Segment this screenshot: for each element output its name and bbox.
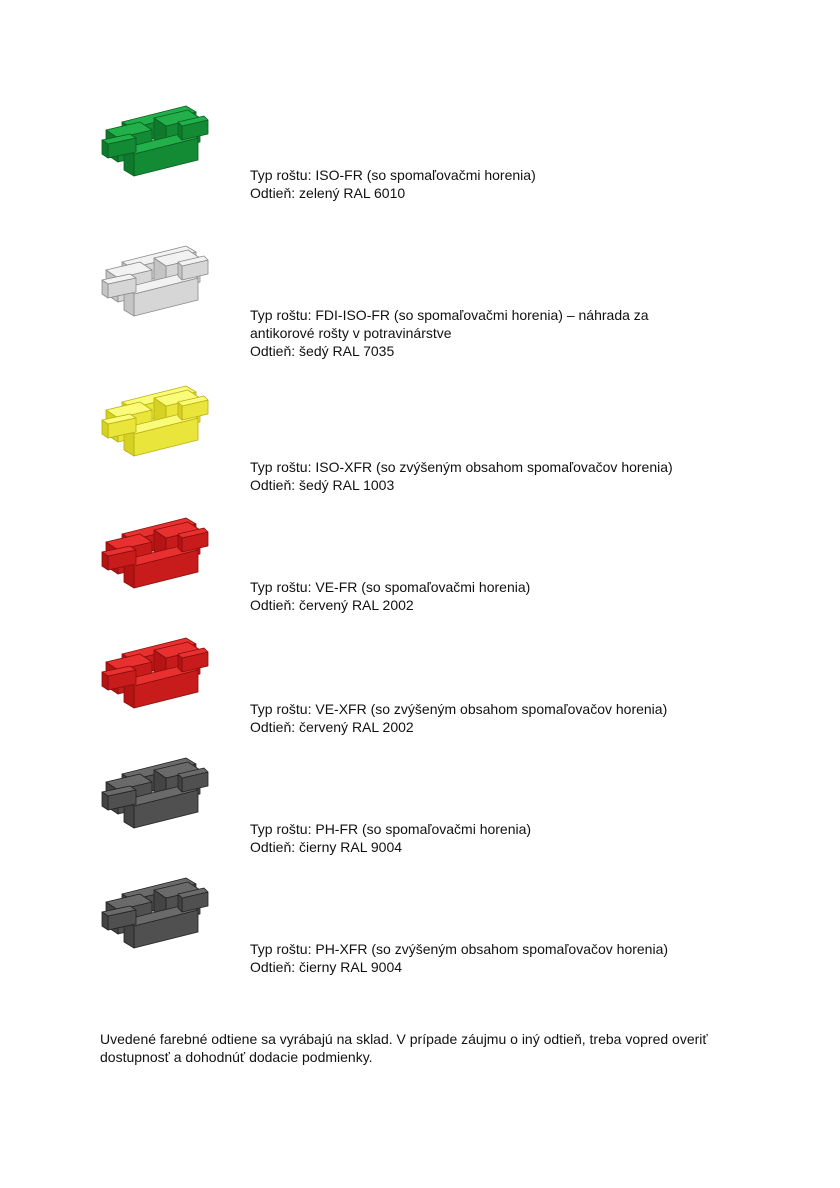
- grating-black-image: [100, 752, 210, 834]
- stock-note: Uvedené farebné odtiene sa vyrábajú na sklad. V prípade záujmu o iný odtieň, treba vopred overiť dostupnosť a dohodnúť dodacie podmienky.: [100, 1031, 708, 1065]
- grating-shade: Odtieň: čierny RAL 9004: [250, 959, 403, 975]
- grating-red-image: [100, 512, 210, 594]
- grating-type: Typ roštu: ISO-FR (so spomaľovačmi horenia): [250, 167, 536, 183]
- grating-description: [250, 306, 710, 360]
- grating-grey-image: [100, 240, 210, 322]
- grating-green-image: [100, 100, 210, 182]
- grating-description: [250, 166, 750, 202]
- grating-description: [250, 458, 750, 494]
- grating-shade: Odtieň: šedý RAL 1003: [250, 477, 395, 493]
- grating-description: [250, 578, 750, 614]
- grating-description: [250, 700, 750, 736]
- grating-red-image: [100, 632, 210, 714]
- grating-shade: Odtieň: zelený RAL 6010: [250, 185, 406, 201]
- grating-type: Typ roštu: PH-XFR (so zvýšeným obsahom spomaľovačov horenia): [250, 941, 669, 957]
- grating-description: [250, 820, 750, 856]
- grating-type: Typ roštu: PH-FR (so spomaľovačmi horenia): [250, 821, 532, 837]
- grating-shade: Odtieň: čierny RAL 9004: [250, 839, 403, 855]
- grating-type: Typ roštu: VE-FR (so spomaľovačmi horenia): [250, 579, 531, 595]
- grating-shade: Odtieň: červený RAL 2002: [250, 719, 414, 735]
- grating-description: [250, 940, 750, 976]
- grating-black-image: [100, 872, 210, 954]
- grating-yellow-image: [100, 380, 210, 462]
- grating-type: Typ roštu: VE-XFR (so zvýšeným obsahom spomaľovačov horenia): [250, 701, 668, 717]
- grating-type: Typ roštu: FDI-ISO-FR (so spomaľovačmi horenia) – náhrada za antikorové rošty v potravinárstve: [250, 307, 649, 341]
- grating-shade: Odtieň: šedý RAL 7035: [250, 343, 395, 359]
- grating-type: Typ roštu: ISO-XFR (so zvýšeným obsahom spomaľovačov horenia): [250, 459, 673, 475]
- grating-shade: Odtieň: červený RAL 2002: [250, 597, 414, 613]
